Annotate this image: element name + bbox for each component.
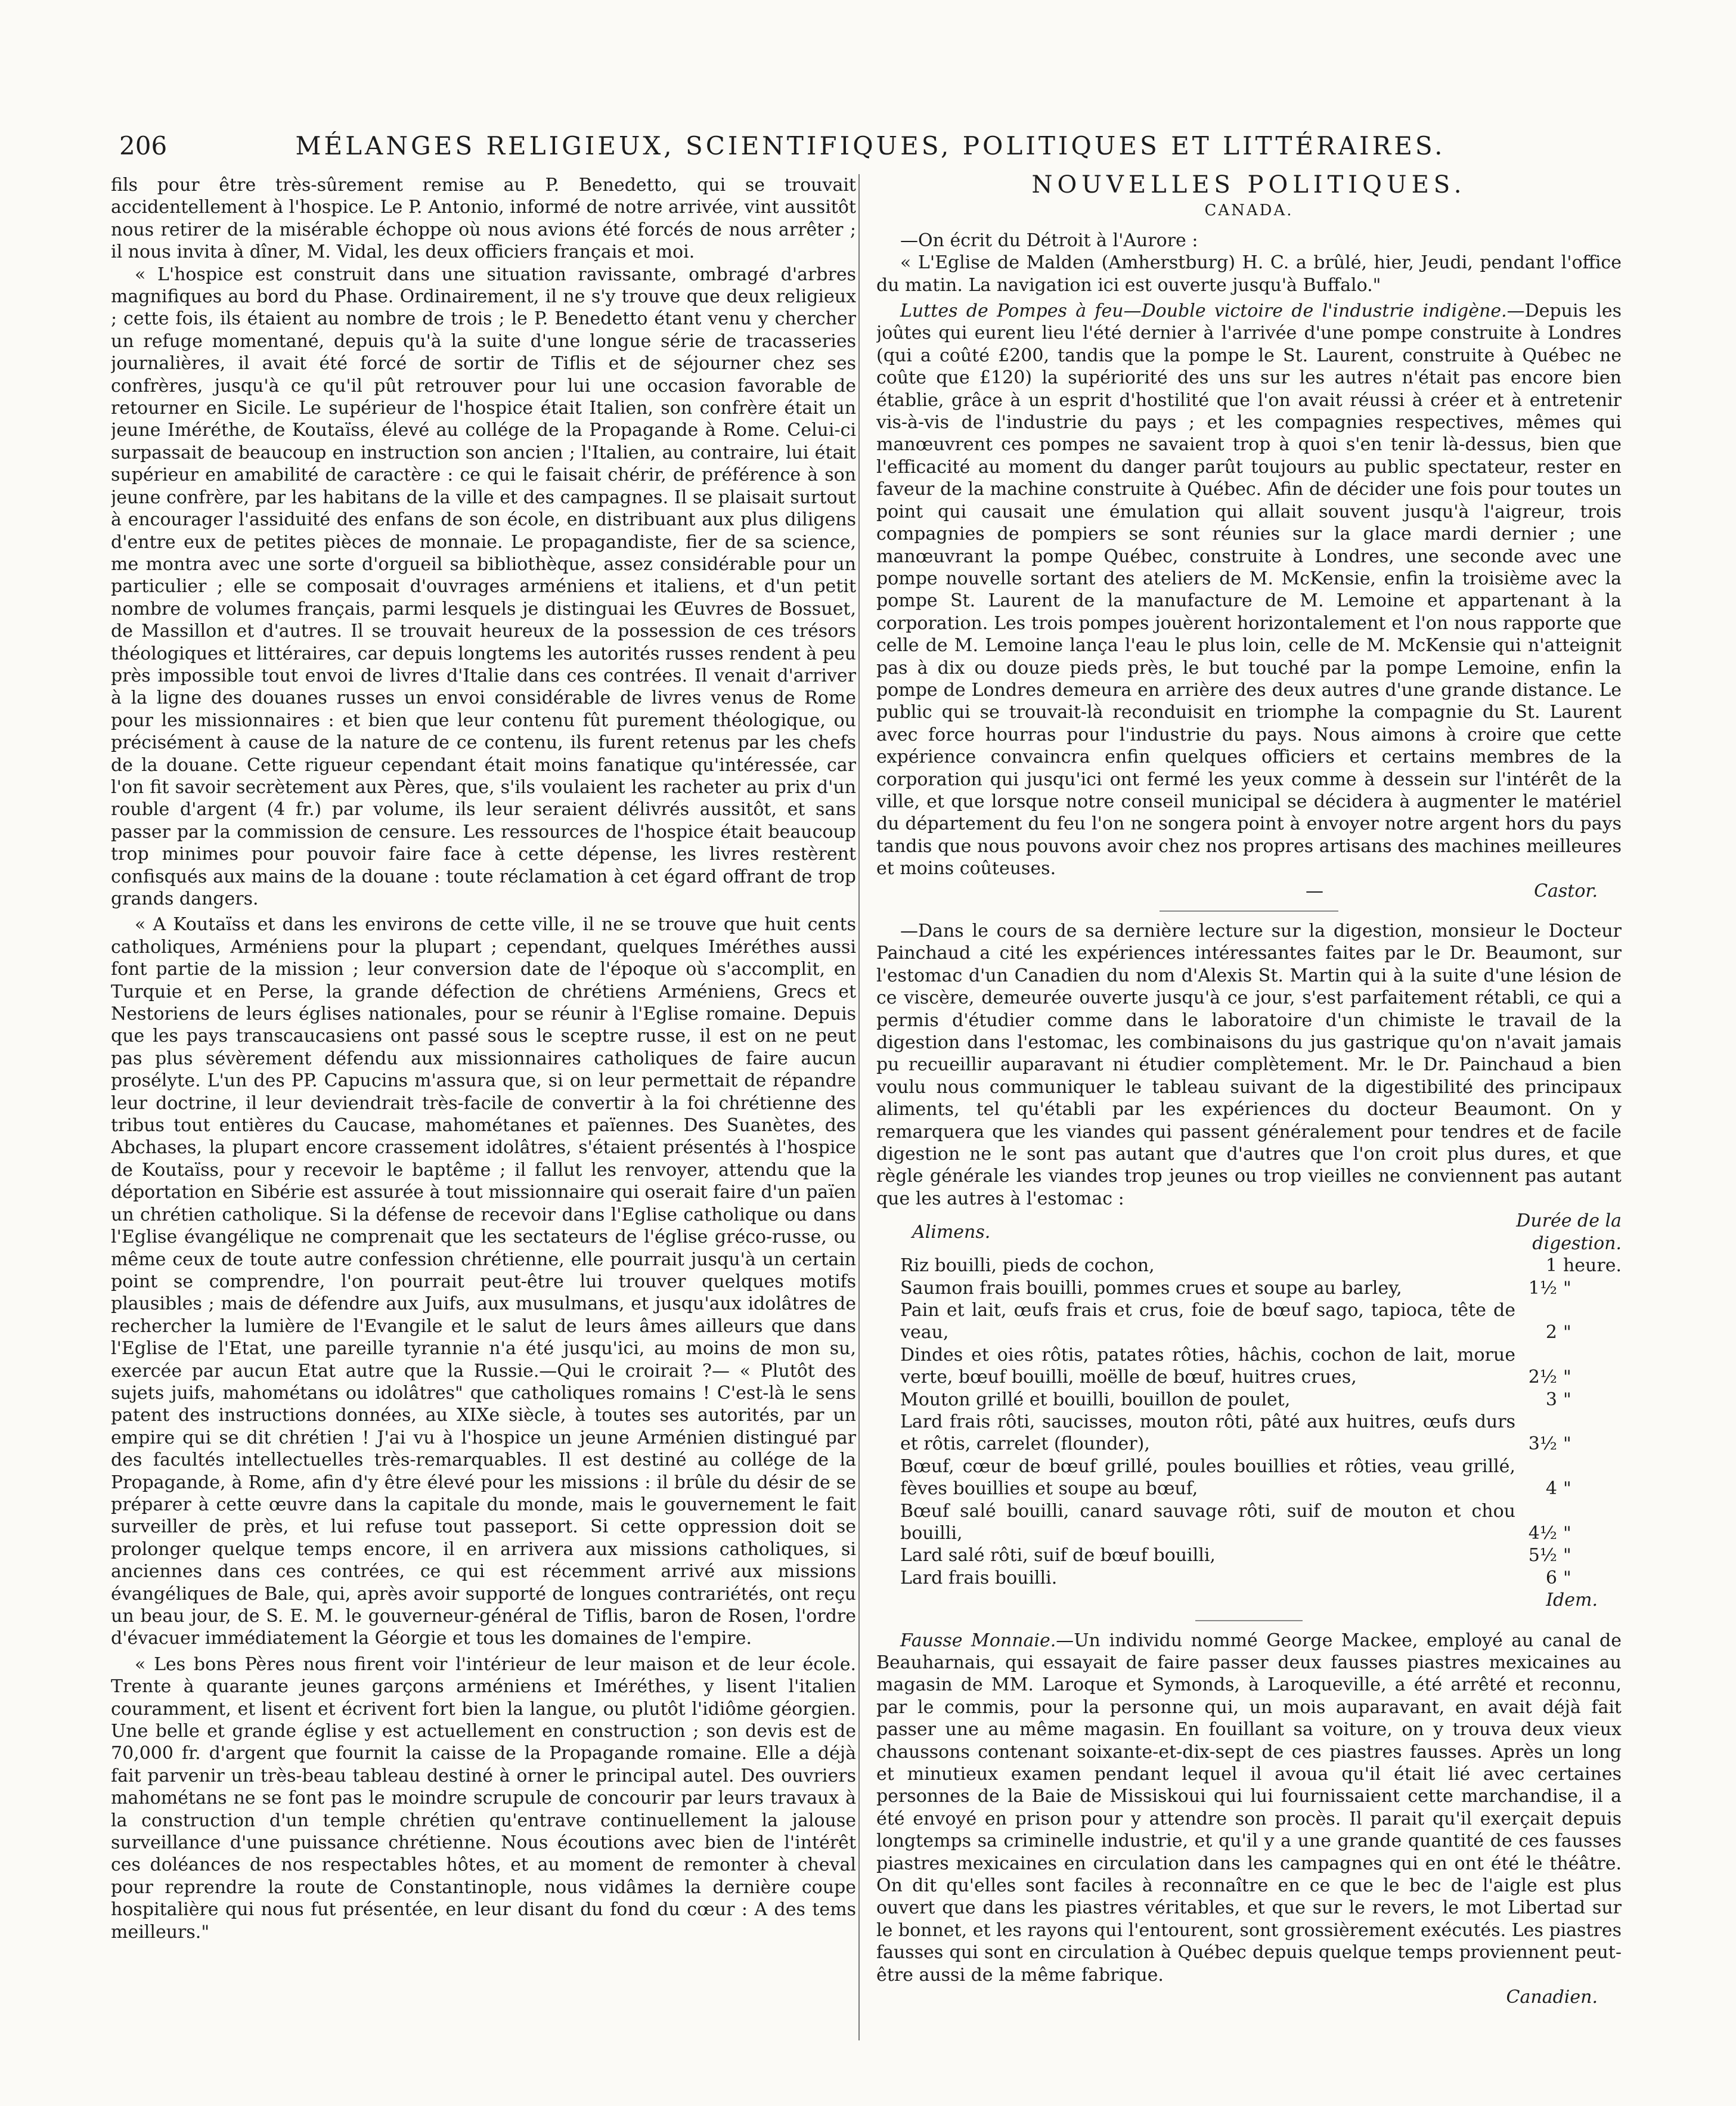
news-signature: Castor. — [1534, 880, 1598, 902]
subsection-title: CANADA. — [1204, 202, 1294, 220]
table-header-duration: Durée de la digestion. — [1516, 1210, 1622, 1254]
page-header — [119, 131, 1622, 167]
table-cell-unit: heure. — [1563, 1255, 1622, 1277]
table-cell-food: Mouton grillé et bouilli, bouillon de poulet, — [900, 1389, 1291, 1410]
separator-rule — [1195, 1620, 1303, 1621]
table-source: Idem. — [1546, 1590, 1598, 1611]
digestion-table-body — [876, 1255, 1622, 1589]
signature-dash: — — [1306, 880, 1323, 902]
table-row — [876, 1277, 1622, 1299]
table-row — [876, 1299, 1622, 1344]
news-item-body: —Un individu nommé George Mackee, employé au canal de Beauharnais, qui essayait de faire passer deux fausses piastres mexicaines au magasin de MM. Laroque et Symonds, à Laroqueville, a été arrêté et reconnu, par le commis, pour la personne qui, un mois auparavant, en avait déjà fait passer une au même magasin. En fouillant sa voiture, on y trouva deux vieux chaussons contenant soixante-et-dix-sept de ces piastres fausses. Après un long et minutieux examen pendant lequel il avoua qu'il était lié avec certaines personnes de la Baie de Missiskoui qui lui fournissaient cette marchandise, il a été envoyé en prison pour y attendre son procès. Il parait qu'il exerçait depuis longtemps sa criminelle industrie, et qu'il y a une grande quantité de ces fausses piastres mexicaines en circulation dans les campagnes qui en ont été le théâtre. On dit qu'elles sont faciles à reconnaître en ce que le bec de l'aigle est plus ouvert que dans les piastres véritables, et que sur le revers, le mot Libertad sur le bonnet, et les rayons qui l'entourent, sont grossièrement exécutés. Les piastres fausses qui sont en circulation à Québec depuis quelque temps proviennent peut-être aussi de la même fabrique. — [876, 1630, 1622, 1986]
table-cell-duration: 1 — [1545, 1255, 1557, 1277]
table-row — [876, 1544, 1622, 1566]
news-signature: Canadien. — [1506, 1987, 1598, 2008]
table-cell-duration: 2 — [1545, 1322, 1557, 1343]
digestion-table — [876, 1210, 1622, 1589]
table-cell-unit: " — [1563, 1478, 1571, 1500]
table-cell-food: Lard frais rôti, saucisses, mouton rôti, pâté aux huitres, œufs durs et rôtis, carrelet (flounder), — [900, 1411, 1515, 1455]
news-item-heading: Luttes de Pompes à feu—Double victoire de l'industrie indigène. — [900, 301, 1507, 322]
table-cell-duration: 3 — [1545, 1389, 1557, 1410]
table-cell-food: Pain et lait, œufs frais et crus, foie de bœuf sago, tapioca, tête de veau, — [900, 1299, 1515, 1343]
table-cell-unit: " — [1563, 1433, 1571, 1455]
table-cell-unit: " — [1563, 1277, 1571, 1299]
table-cell-duration: 5½ — [1528, 1545, 1557, 1566]
table-header-row — [876, 1210, 1622, 1255]
separator-rule — [1160, 910, 1338, 912]
page-number: 206 — [119, 131, 168, 160]
right-column — [876, 174, 1622, 2052]
table-cell-duration: 3½ — [1528, 1433, 1557, 1455]
table-cell-food: Saumon frais bouilli, pommes crues et soupe au barley, — [900, 1277, 1402, 1299]
table-header-food: Alimens. — [912, 1221, 991, 1243]
table-cell-food: Riz bouilli, pieds de cochon, — [900, 1255, 1155, 1277]
table-cell-food: Dindes et oies rôtis, patates rôties, hâchis, cochon de lait, morue verte, bœuf bouilli, moëlle de bœuf, huitres crues, — [900, 1344, 1515, 1388]
table-cell-duration: 2½ — [1528, 1367, 1557, 1388]
running-title: MÉLANGES RELIGIEUX, SCIENTIFIQUES, POLITIQUES ET LITTÉRAIRES. — [295, 131, 1446, 160]
section-title: NOUVELLES POLITIQUES. — [1031, 174, 1467, 199]
news-item-body: —Depuis les joûtes qui eurent lieu l'été dernier à l'arrivée d'une pompe construite à Londres (qui a coûté £200, tandis que la pompe le St. Laurent, construite à Québec ne coûte que £120) la supériorité des uns sur les autres n'était pas encore bien établie, grâce à un esprit d'hostilité que l'on avait réussi à créer et à entretenir vis-à-vis de l'industrie du pays ; et les compagnies respectives, mêmes qui manœuvrent ces pompes ne savaient trop à quoi s'en tenir là-dessus, bien que l'efficacité au moment du danger parût toujours au public spectateur, rester en faveur de la machine construite à Québec. Afin de décider une fois pour toutes un point qui causait une émulation qui allait souvent jusqu'à l'aigreur, trois compagnies de pompiers se sont réunies sur la glace mardi dernier ; une manœuvrant la pompe Québec, construite à Londres, une seconde avec une pompe nouvelle sortant des ateliers de M. McKensie, enfin la troisième avec la pompe St. Laurent de la manufacture de M. Lemoine et appartenant à la corporation. Les trois pompes jouèrent horizontalement et l'on nous rapporte que celle de M. Lemoine lança l'eau le plus loin, celle de M. McKensie qui n'atteignit pas à dix ou douze pieds près, le but touché par la pompe Lemoine, enfin la pompe de Londres demeura en arrière des deux autres d'une grande distance. Le public qui se trouvait-là reconduisit en triomphe la compagnie du St. Laurent avec force hourras pour l'industrie du pays. Nous aimons à croire que cette expérience convaincra enfin quelques officiers et certains membres de la corporation qui jusqu'ici ont fermé les yeux comme à dessein sur l'intérêt de la ville, et que lorsque notre conseil municipal se décidera à augmenter le matériel du département du feu l'on ne songera point à envoyer notre argent hors du pays tandis que nous pouvons avoir chez nos propres artisans des machines meilleures et moins coûteuses. — [876, 301, 1622, 879]
table-cell-duration: 1½ — [1528, 1277, 1557, 1299]
table-cell-unit: " — [1563, 1545, 1571, 1566]
table-row — [876, 1411, 1622, 1455]
news-intro: —On écrit du Détroit à l'Aurore : — [900, 230, 1198, 251]
table-row — [876, 1500, 1622, 1545]
column-rule — [858, 174, 860, 2040]
table-row — [876, 1567, 1622, 1589]
news-item-monnaie — [876, 1630, 1622, 1987]
table-cell-unit: " — [1563, 1389, 1571, 1410]
table-row — [876, 1389, 1622, 1411]
table-cell-food: Bœuf salé bouilli, canard sauvage rôti, suif de mouton et chou bouilli, — [900, 1500, 1515, 1544]
table-cell-unit: " — [1563, 1522, 1571, 1544]
left-column — [111, 174, 856, 2052]
table-cell-duration: 6 — [1545, 1567, 1557, 1588]
table-cell-unit: " — [1563, 1367, 1571, 1388]
table-cell-food: Lard frais bouilli. — [900, 1567, 1058, 1588]
news-item-digestion: —Dans le cours de sa dernière lecture sur la digestion, monsieur le Docteur Painchaud a cité les expériences intéressantes faites par le Dr. Beaumont, sur l'estomac d'un Canadien du nom d'Alexis St. Martin qui à la suite d'une lésion de ce viscère, demeurée ouverte jusqu'à ce jour, s'est parfaitement rétabli, ce qui a permis d'étudier comme dans le laboratoire d'un chimiste le travail de la digestion dans l'estomac, les combinaisons du jus gastrique qu'on n'avait jamais pu recueillir auparavant ni étudier complètement. Mr. le Dr. Painchaud a bien voulu nous communiquer le tableau suivant de la digestibilité des principaux aliments, tel qu'établi par les expériences du docteur Beaumont. On y remarquera que les viandes qui passent généralement pour tendres et de facile digestion ne le sont pas autant que d'autres que l'on croit plus dures, et que règle générale les viandes trop jeunes ou trop vieilles ne conviennent pas autant que les autres à l'estomac : — [876, 921, 1622, 1209]
table-cell-duration: 4½ — [1528, 1522, 1557, 1544]
table-cell-unit: " — [1563, 1567, 1571, 1588]
table-cell-food: Lard salé rôti, suif de bœuf bouilli, — [900, 1545, 1216, 1566]
table-row — [876, 1255, 1622, 1277]
news-item-heading: Fausse Monnaie. — [900, 1630, 1056, 1651]
article-paragraph: « L'hospice est construit dans une situation ravissante, ombragé d'arbres magnifiques au bord du Phase. Ordinairement, il ne s'y trouve que deux religieux ; cette fois, ils étaient au nombre de trois ; le P. Benedetto étant venu y chercher un refuge momentané, depuis qu'à la suite d'une longue série de tracasseries journalières, il avait été forcé de sortir de Tiflis et de séjourner chez ses confrères, jusqu'à ce qu'il pût retrouver pour lui une occasion favorable de retourner en Sicile. Le supérieur de l'hospice était Italien, son confrère était un jeune Iméréthe, de Koutaïss, élevé au collége de la Propagande à Rome. Celui-ci surpassait de beaucoup en instruction son ancien ; l'Italien, au contraire, lui était supérieur en amabilité de caractère : ce qui le faisait chérir, de préférence à son jeune confrère, par les habitans de la ville et des campagnes. Il se plaisait surtout à encourager l'assiduité des enfans de son école, en distribuant aux plus diligens d'entre eux de petites pièces de monnaie. Le propagandiste, fier de sa science, me montra avec une sorte d'orgueil sa bibliothèque, assez considérable pour un particulier ; elle se composait d'ouvrages arméniens et italiens, et d'un petit nombre de volumes français, parmi lesquels je distinguai les Œuvres de Bossuet, de Massillon et d'autres. Il se trouvait heureux de la possession de ces trésors théologiques et littéraires, car depuis longtems les autorités russes rendent à peu près impossible tout envoi de livres d'Italie dans ces contrées. Il venait d'arriver à la ligne des douanes russes un envoi considérable de livres venus de Rome pour les missionnaires : et bien que leur contenu fût purement théologique, ou précisément à cause de la nature de ce contenu, ils furent retenus par les chefs de la douane. Cette rigueur cependant était moins fanatique qu'intéressée, car l'on fit savoir secrètement aux Pères, que, s'ils voulaient les racheter au prix d'un rouble d'argent (4 fr.) par volume, ils leur seraient délivrés aussitôt, et sans passer par la commission de censure. Les ressources de l'hospice était beaucoup trop minimes pour pouvoir faire face à cette dépense, les livres restèrent confisqués aux mains de la douane : toute réclamation à cet égard offrant de trop grands dangers. — [111, 264, 856, 909]
table-row — [876, 1344, 1622, 1389]
news-quote: « L'Eglise de Malden (Amherstburg) H. C. a brûlé, hier, Jeudi, pendant l'office du matin. La navigation ici est ouverte jusqu'à Buffalo." — [876, 252, 1622, 296]
article-paragraph: « Les bons Pères nous firent voir l'intérieur de leur maison et de leur école. Trente à quarante jeunes garçons arméniens et Iméréthes, y lisent l'italien couramment, et lisent et écrivent fort bien la langue, ou plutôt l'idiôme géorgien. Une belle et grande église y est actuellement en construction ; son devis est de 70,000 fr. d'argent que fournit la caisse de la Propagande romaine. Elle a déjà fait parvenir un très-beau tableau destiné à orner le principal autel. Des ouvriers mahométans ne se font pas le moindre scrupule de concourir par leurs travaux à la construction d'un temple chrétien qu'entrave continuellement la jalouse surveillance d'une puissance chrétienne. Nous écoutions avec bien de l'intérêt ces doléances de nos respectables hôtes, et au moment de remonter à cheval pour reprendre la route de Constantinople, nous vidâmes la dernière coupe hospitalière qui nous fut présentée, en leur disant du fond du cœur : A des tems meilleurs." — [111, 1653, 856, 1943]
article-paragraph: fils pour être très-sûrement remise au P. Benedetto, qui se trouvait accidentellement à l'hospice. Le P. Antonio, informé de notre arrivée, vint aussitôt nous retirer de la misérable échoppe où nous avions été forcés de nous arrêter ; il nous invita à dîner, M. Vidal, les deux officiers français et moi. — [111, 175, 856, 263]
news-signature-line — [876, 880, 1622, 902]
news-item-pompes — [876, 300, 1622, 880]
article-paragraph: « A Koutaïss et dans les environs de cette ville, il ne se trouve que huit cents catholiques, Arméniens pour la plupart ; cependant, quelques Iméréthes aussi font partie de la mission ; leur conversion date de l'époque où s'accomplit, en Turquie et en Perse, la grande défection de chrétiens Arméniens, Grecs et Nestoriens de leurs églises nationales, pour se réunir à l'Eglise romaine. Depuis que les pays transcaucasiens ont passé sous le sceptre russe, il est on ne peut pas plus sévèrement défendu aux missionnaires catholiques de faire aucun prosélyte. L'un des PP. Capucins m'assura que, si on leur permettait de répandre leur doctrine, il leur deviendrait très-facile de convertir à la foi chrétienne des tribus tout entières du Caucase, mahométanes et païennes. Des Suanètes, des Abchases, la plupart encore crassement idolâtres, s'étaient présentés à l'hospice de Koutaïss, pour y recevoir le baptême ; il fallut les renvoyer, attendu que la déportation en Sibérie est assurée à tout missionnaire qui oserait faire d'un païen un chrétien catholique. Si la défense de recevoir dans l'Eglise catholique ou dans l'Eglise évangélique ne comprenait que les sectateurs de l'église gréco-russe, ou même ceux de toute autre confession chrétienne, elle pourrait jusqu'à un certain point se comprendre, l'on pourrait peut-être lui trouver quelques motifs plausibles ; mais de défendre aux Juifs, aux musulmans, et jusqu'aux idolâtres de rechercher la lumière de l'Evangile et le salut de leurs âmes ailleurs que dans l'Eglise de l'Etat, une pareille tyrannie n'a été jusqu'ici, au moins de mon su, exercée par aucun Etat autre que la Russie.—Qui le croirait ?— « Plutôt des sujets juifs, mahométans ou idolâtres" que catholiques romains ! C'est-là le sens patent des instructions données, au XIXe siècle, à toutes ses autorités, par un empire qui se dit chrétien ! J'ai vu à l'hospice un jeune Arménien distingué par des facultés intellectuelles très-remarquables. Il est destiné au collége de la Propagande, à Rome, afin d'y être élevé pour les missions : il brûle du désir de se préparer à cette œuvre dans la capitale du monde, mais le gouvernement le fait surveiller de près, et lui refuse tout passeport. Si cette oppression doit se prolonger quelque temps encore, il en arrivera aux missions catholiques, si anciennes dans ces contrées, ce qui est récemment arrivé aux missions évangéliques de Bale, qui, après avoir supporté de longues contrariétés, ont reçu un beau jour, de S. E. M. le gouverneur-général de Tiflis, baron de Rosen, l'ordre d'évacuer immédiatement la Géorgie et tous les domaines de l'empire. — [111, 914, 856, 1649]
table-row — [876, 1455, 1622, 1500]
table-cell-unit: " — [1563, 1322, 1571, 1343]
table-cell-duration: 4 — [1545, 1478, 1557, 1500]
table-cell-food: Bœuf, cœur de bœuf grillé, poules bouillies et rôties, veau grillé, fèves bouillies et soupe au bœuf, — [900, 1455, 1515, 1500]
